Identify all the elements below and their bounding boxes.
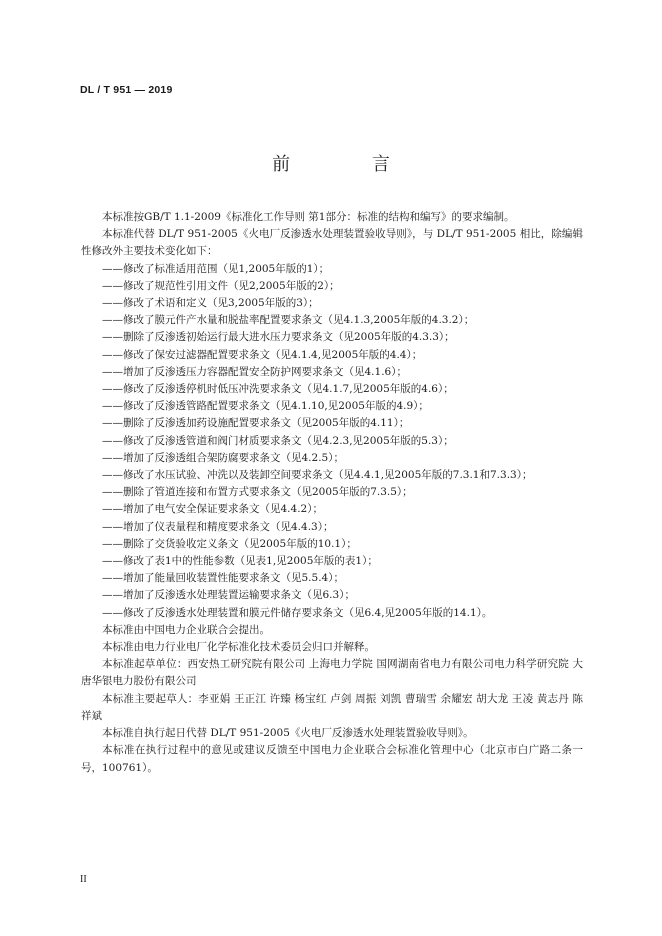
- list-item: ——删除了反渗透初始运行最大进水压力要求条文（见2005年版的4.3.3）；: [102, 331, 455, 344]
- list-item: ——修改了反渗透停机时低压冲洗要求条文（见4.1.7,见2005年版的4.6）；: [102, 383, 454, 396]
- paragraph-effective: 本标准自执行起日代替 DL/T 951-2005《火电厂反渗透水处理装置验收导则》。: [102, 727, 474, 740]
- list-item: ——增加了反渗透水处理装置运输要求条文（见6.3）；: [102, 589, 355, 602]
- list-item: ——修改了规范性引用文件（见2,2005年版的2）；: [102, 279, 340, 292]
- paragraph-drafting-units: 本标准起草单位：西安热工研究院有限公司 上海电力学院 国网湖南省电力有限公司电力科学研究院 大唐华银电力股份有限公司: [81, 658, 583, 688]
- paragraph-drafters: 本标准主要起草人：李亚娟 王正江 许臻 杨宝红 卢剑 周振 刘凯 曹瑞雪 余耀宏 胡大龙 王凌 黄志丹 陈祥斌: [81, 692, 583, 722]
- list-item: ——修改了术语和定义（见3,2005年版的3）；: [102, 297, 319, 310]
- paragraph-proposer: 本标准由中国电力企业联合会提出。: [102, 623, 270, 636]
- standard-code: DL / T 951 — 2019: [80, 84, 173, 96]
- paragraph-replacement-intro: 本标准代替 DL/T 951-2005《火电厂反渗透水处理装置验收导则》，与 DL/T 951-2005 相比，除编辑性修改外主要技术变化如下：: [81, 228, 583, 258]
- paragraph-drafting-rule: 本标准按GB/T 1.1-2009《标准化工作导则 第1部分：标准的结构和编写》的要求编制。: [102, 211, 515, 223]
- list-item: ——修改了反渗透管道和阀门材质要求条文（见4.2.3,见2005年版的5.3）；: [102, 434, 454, 447]
- page-number: II: [80, 874, 87, 885]
- list-item: ——增加了仪表量程和精度要求条文（见4.4.3）；: [102, 520, 334, 533]
- paragraph-feedback: 本标准在执行过程中的意见或建议反馈至中国电力企业联合会标准化管理中心（北京市白广路二条一号，100761）。: [81, 744, 583, 774]
- list-item: ——删除了交货验收定义条文（见2005年版的10.1）；: [102, 537, 357, 550]
- page-title: 前 言: [272, 154, 428, 175]
- list-item: ——修改了表1中的性能参数（见表1,见2005年版的表1）；: [102, 555, 378, 568]
- list-item: ——增加了反渗透压力容器配置安全防护网要求条文（见4.1.6）；: [102, 365, 407, 378]
- list-item: ——修改了膜元件产水量和脱盐率配置要求条文（见4.1.3,2005年版的4.3.2）；: [102, 314, 475, 327]
- list-item: ——增加了反渗透组合架防腐要求条文（见4.2.5）；: [102, 451, 344, 464]
- list-item: ——修改了标准适用范围（见1,2005年版的1）；: [102, 262, 330, 275]
- list-item: ——修改了水压试验、冲洗以及装卸空间要求条文（见4.4.1,见2005年版的7.3.1和7.3.3）；: [102, 469, 533, 482]
- list-item: ——修改了保安过滤器配置要求条文（见4.1.4,见2005年版的4.4）；: [102, 348, 423, 361]
- list-item: ——修改了反渗透管路配置要求条文（见4.1.10,见2005年版的4.9）；: [102, 400, 429, 413]
- list-item: ——删除了管道连接和布置方式要求条文（见2005年版的7.3.5）；: [102, 486, 413, 499]
- changes-list: [81, 261, 583, 622]
- list-item: ——修改了反渗透水处理装置和膜元件储存要求条文（见6.4,见2005年版的14.1）。: [102, 606, 493, 619]
- document-body: [81, 209, 583, 777]
- list-item: ——增加了电气安全保证要求条文（见4.4.2）；: [102, 503, 323, 516]
- list-item: ——删除了反渗透加药设施配置要求条文（见2005年版的4.11）；: [102, 417, 410, 430]
- paragraph-committee: 本标准由电力行业电厂化学标准化技术委员会归口并解释。: [102, 641, 375, 654]
- list-item: ——增加了能量回收装置性能要求条文（见5.5.4）；: [102, 572, 344, 585]
